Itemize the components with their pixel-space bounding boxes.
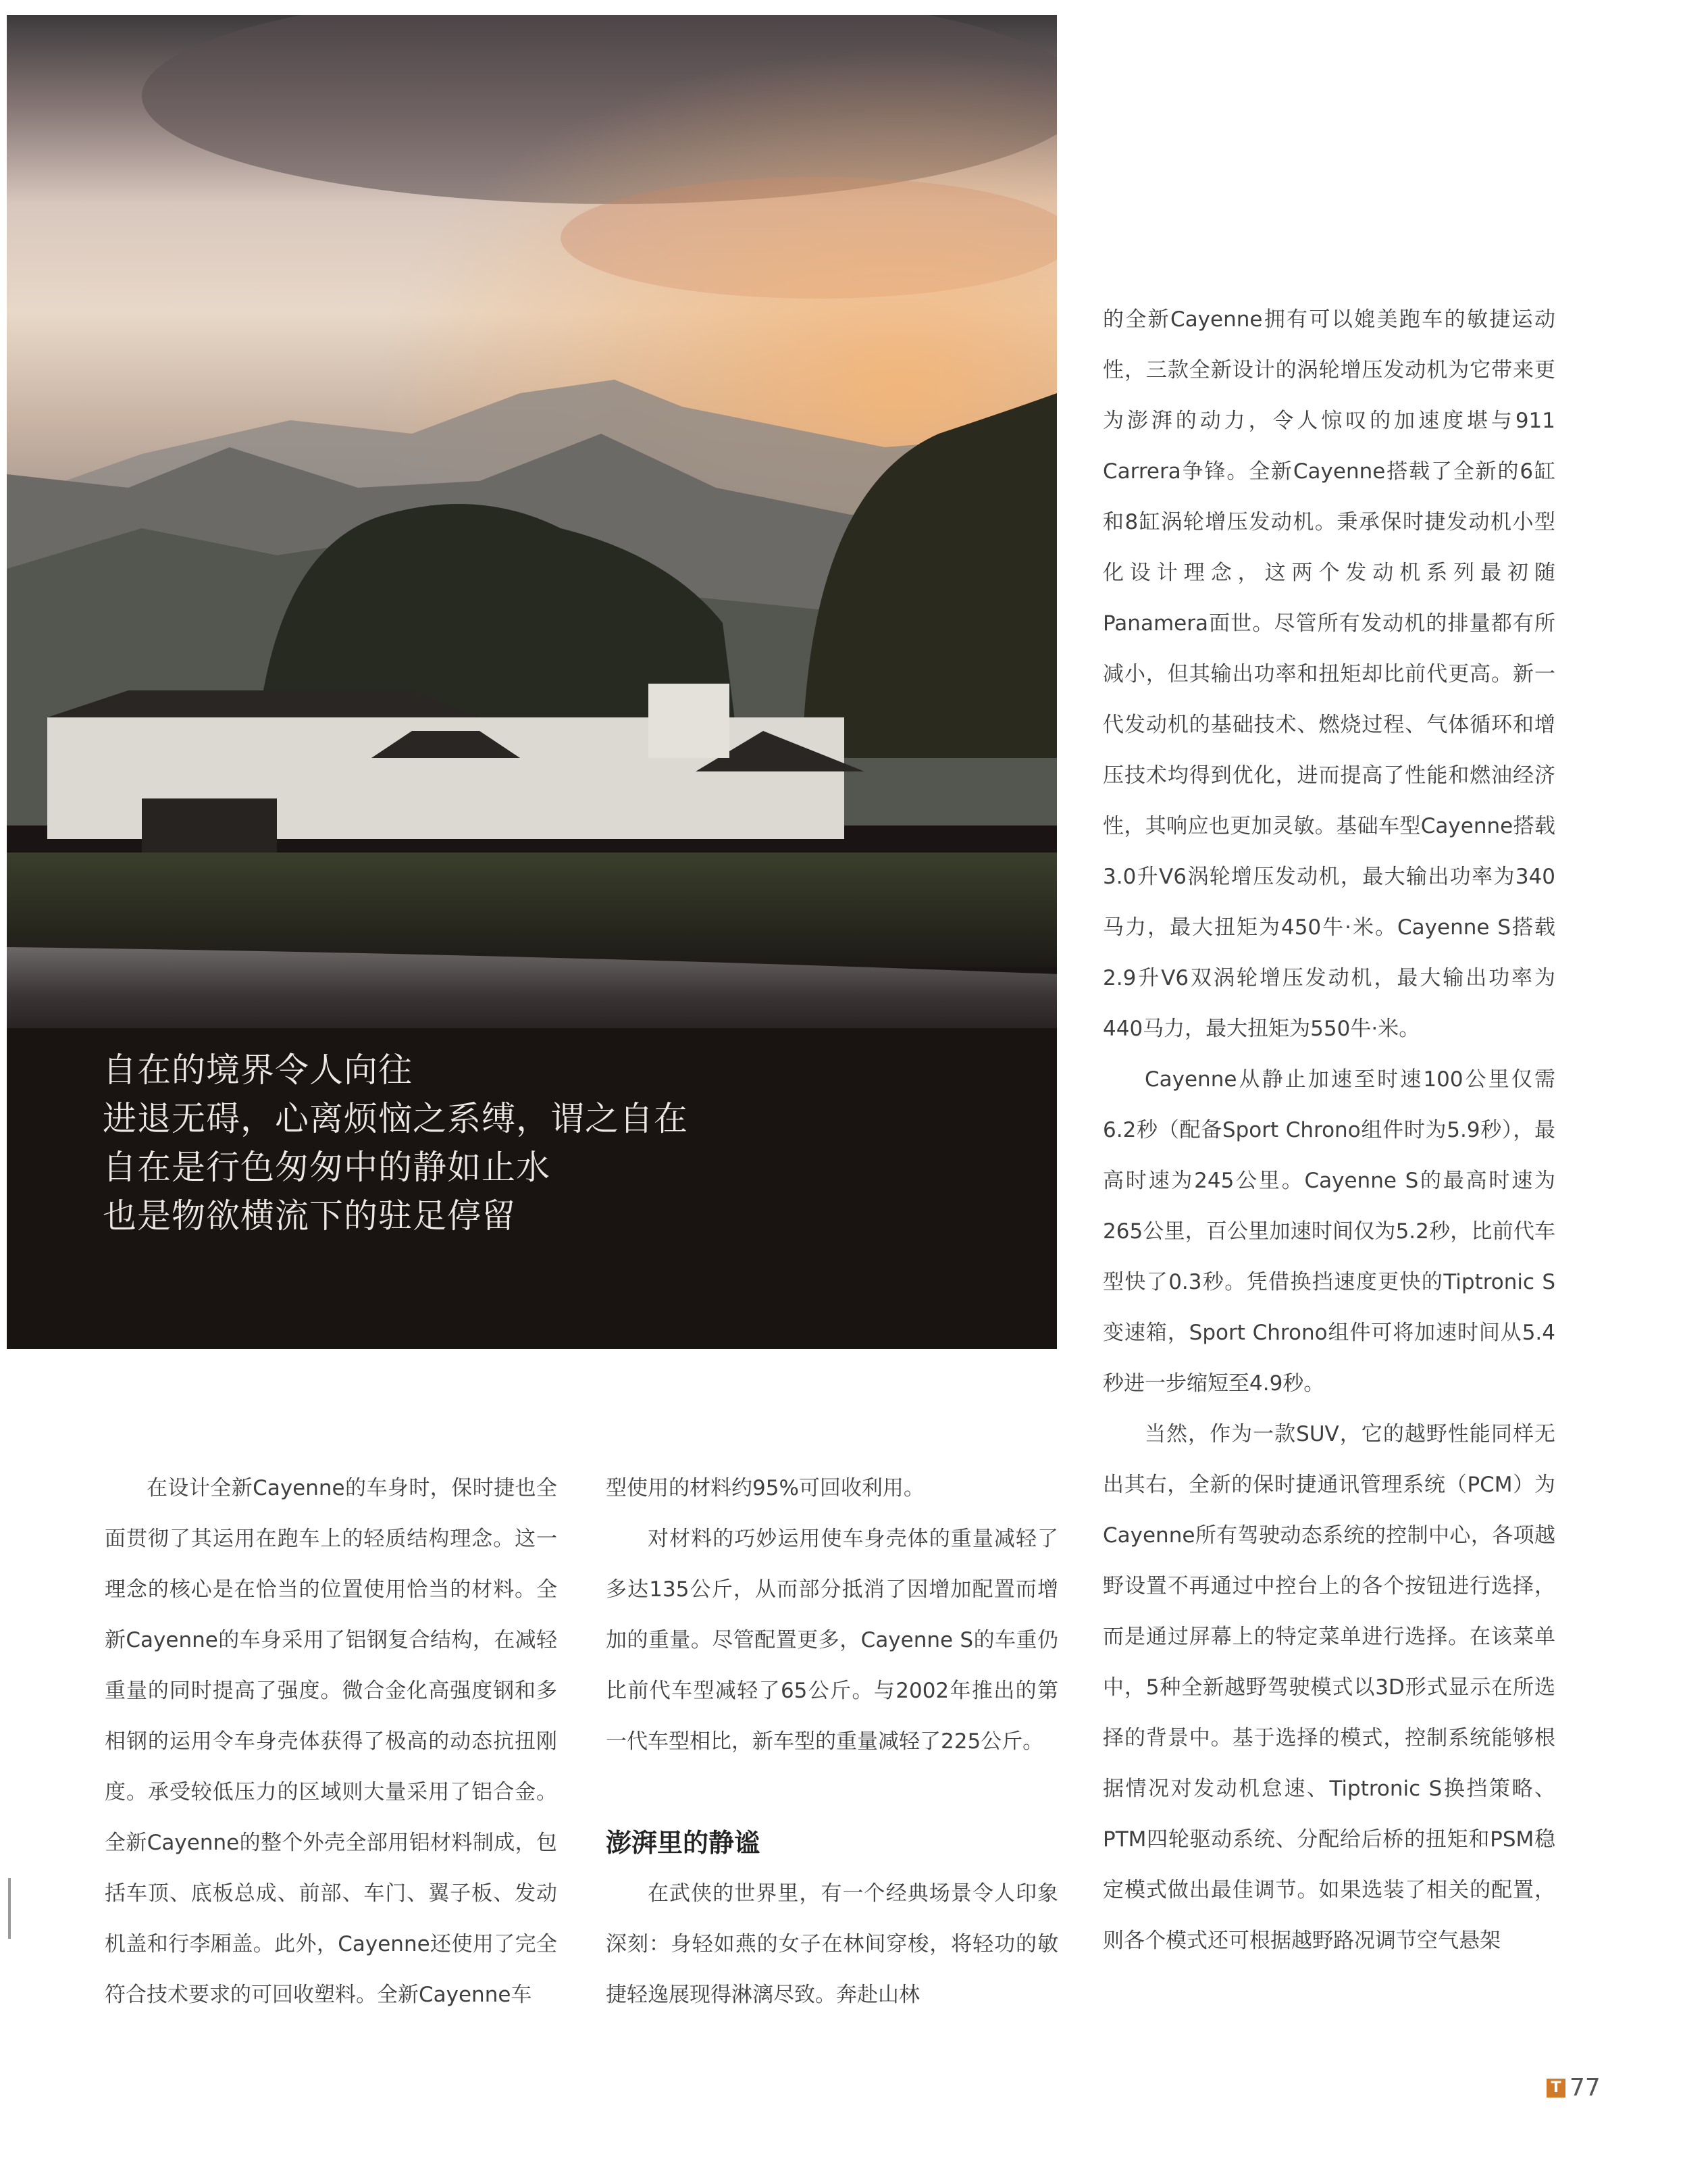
caption-line: 自在是行色匆匆中的静如止水 [103, 1148, 550, 1187]
caption-line: 进退无碍，心离烦恼之系缚，谓之自在 [103, 1099, 688, 1138]
body-paragraph: 的全新Cayenne拥有可以媲美跑车的敏捷运动性，三款全新设计的涡轮增压发动机为它带来更为澎湃的动力，令人惊叹的加速度堪与911 Carrera争锋。全新Cayenne搭载了全新的6缸和8缸涡轮增压发动机。秉承保时捷发动机小型化设计理念，这两个发动机系列最初随Panamera面世。尽管所有发动机的排量都有所减小，但其输出功率和扭矩却比前代更高。新一代发动机的基础技术、燃烧过程、气体循环和增压技术均得到优化，进而提高了性能和燃油经济性，其响应也更加灵敏。基础车型Cayenne搭载3.0升V6涡轮增压发动机，最大输出功率为340马力，最大扭矩为450牛·米。Cayenne S搭载2.9升V6双涡轮增压发动机，最大输出功率为440马力，最大扭矩为550牛·米。 [1103, 307, 1555, 1041]
left-text-column [105, 1463, 557, 2021]
body-paragraph: 在设计全新Cayenne的车身时，保时捷也全面贯彻了其运用在跑车上的轻质结构理念。这一理念的核心是在恰当的位置使用恰当的材料。全新Cayenne的车身采用了铝钢复合结构，在减轻重量的同时提高了强度。微合金化高强度钢和多相钢的运用令车身壳体获得了极高的动态抗扭刚度。承受较低压力的区域则大量采用了铝合金。全新Cayenne的整个外壳全部用铝材料制成，包括车顶、底板总成、前部、车门、翼子板、发动机盖和行李厢盖。此外，Cayenne还使用了完全符合技术要求的可回收塑料。全新Cayenne车 [105, 1476, 557, 2007]
caption-line: 也是物欲横流下的驻足停留 [103, 1196, 516, 1236]
body-paragraph: Cayenne从静止加速至时速100公里仅需6.2秒（配备Sport Chrono组件时为5.9秒），最高时速为245公里。Cayenne S的最高时速为265公里，百公里加速时间仅为5.2秒，比前代车型快了0.3秒。凭借换挡速度更快的Tiptronic S变速箱，Sport Chrono组件可将加速时间从5.4秒进一步缩短至4.9秒。 [1103, 1067, 1555, 1396]
body-paragraph: 在武侠的世界里，有一个经典场景令人印象深刻：身轻如燕的女子在林间穿梭，将轻功的敏捷轻逸展现得淋漓尽致。奔赴山林 [606, 1881, 1058, 2007]
magazine-logo-icon: T [1547, 2079, 1565, 2098]
page-number-text: 77 [1570, 2074, 1601, 2102]
middle-text-column [606, 1463, 1058, 2021]
body-paragraph: 型使用的材料约95%可回收利用。 [606, 1476, 925, 1500]
page-number [1547, 2074, 1601, 2102]
photo-caption [103, 1046, 981, 1240]
section-heading: 澎湃里的静谧 [606, 1828, 760, 1858]
caption-line: 自在的境界令人向往 [103, 1050, 413, 1090]
right-text-column [1103, 295, 1555, 1966]
body-paragraph: 当然，作为一款SUV，它的越野性能同样无出其右，全新的保时捷通讯管理系统（PCM）为Cayenne所有驾驶动态系统的控制中心，各项越野设置不再通过中控台上的各个按钮进行选择，而是通过屏幕上的特定菜单进行选择。在该菜单中，5种全新越野驾驶模式以3D形式显示在所选择的背景中。基于选择的模式，控制系统能够根据情况对发动机怠速、Tiptronic S换挡策略、PTM四轮驱动系统、分配给后桥的扭矩和PSM稳定模式做出最佳调节。如果选装了相关的配置，则各个模式还可根据越野路况调节空气悬架 [1103, 1422, 1555, 1953]
body-paragraph: 对材料的巧妙运用使车身壳体的重量减轻了多达135公斤，从而部分抵消了因增加配置而增加的重量。尽管配置更多，Cayenne S的车重仍比前代车型减轻了65公斤。与2002年推出的第一代车型相比，新车型的重量减轻了225公斤。 [606, 1527, 1058, 1754]
scan-edge-mark [8, 1878, 11, 1939]
